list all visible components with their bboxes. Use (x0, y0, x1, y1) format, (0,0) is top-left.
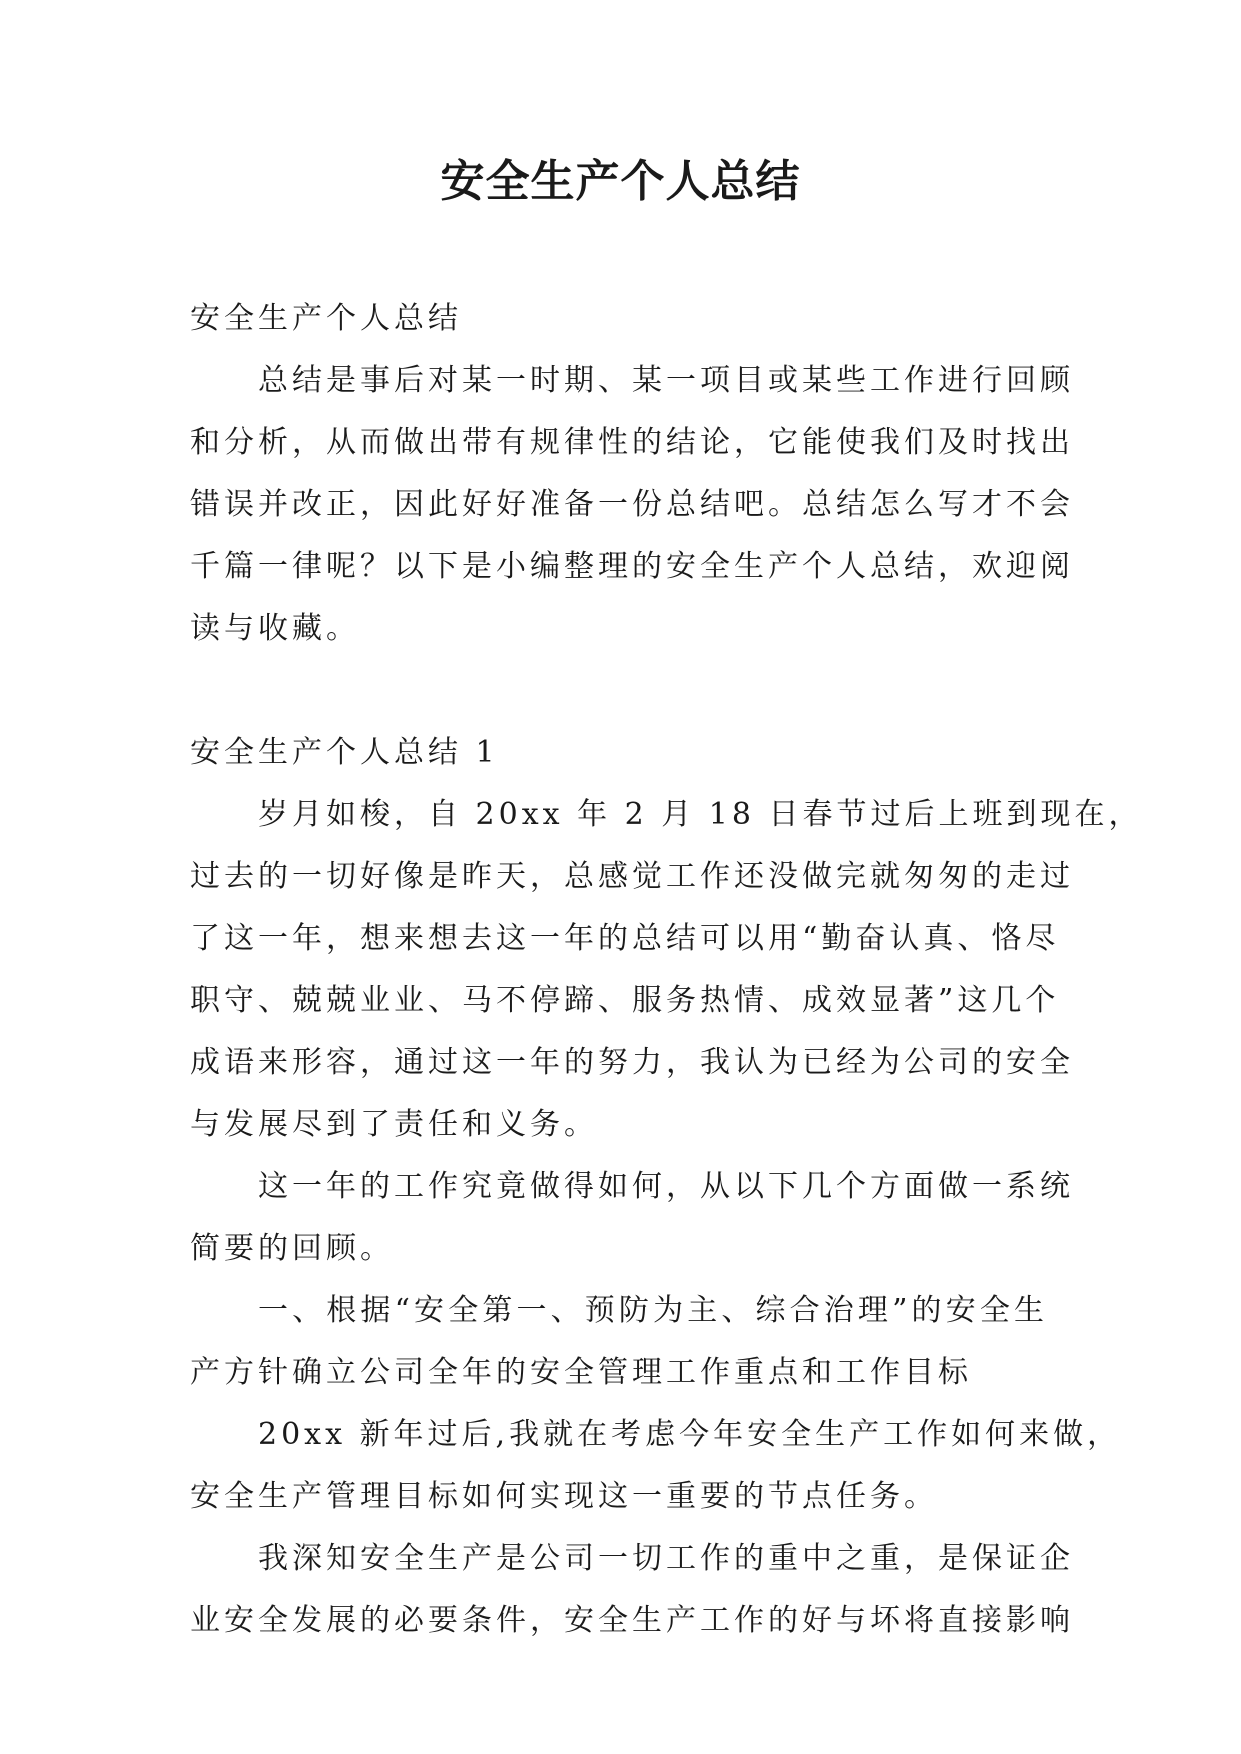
section-heading: 安全生产个人总结 1 (190, 735, 499, 770)
paragraph-spacer (190, 660, 1048, 722)
paragraph-line: 一、根据“安全第一、预防为主、综合治理”的安全生 (258, 1293, 1048, 1328)
paragraph-line: 错误并改正，因此好好准备一份总结吧。总结怎么写才不会 (190, 487, 1074, 522)
paragraph-4 (190, 1404, 1122, 1528)
paragraph-5 (190, 1528, 1074, 1652)
document-body (190, 288, 1143, 1652)
intro-paragraph (190, 350, 1074, 660)
paragraph-line: 成语来形容，通过这一年的努力，我认为已经为公司的安全 (190, 1045, 1074, 1080)
paragraph-1 (190, 784, 1143, 1156)
paragraph-2 (190, 1156, 1074, 1280)
paragraph-line: 我深知安全生产是公司一切工作的重中之重，是保证企 (258, 1541, 1074, 1576)
paragraph-line: 过去的一切好像是昨天，总感觉工作还没做完就匆匆的走过 (190, 859, 1074, 894)
paragraph-line: 和分析，从而做出带有规律性的结论，它能使我们及时找出 (190, 425, 1074, 460)
document-subtitle: 安全生产个人总结 (190, 301, 462, 336)
paragraph-line: 千篇一律呢？以下是小编整理的安全生产个人总结，欢迎阅 (190, 549, 1074, 584)
paragraph-line: 职守、兢兢业业、马不停蹄、服务热情、成效显著”这几个 (190, 983, 1060, 1018)
paragraph-line: 与发展尽到了责任和义务。 (190, 1107, 598, 1142)
paragraph-line: 20xx 新年过后,我就在考虑今年安全生产工作如何来做， (258, 1417, 1122, 1452)
paragraph-line: 了这一年，想来想去这一年的总结可以用“勤奋认真、恪尽 (190, 921, 1060, 956)
paragraph-line: 总结是事后对某一时期、某一项目或某些工作进行回顾 (258, 363, 1074, 398)
paragraph-line: 产方针确立公司全年的安全管理工作重点和工作目标 (190, 1355, 972, 1390)
paragraph-line: 岁月如梭，自 20xx 年 2 月 18 日春节过后上班到现在， (258, 797, 1143, 832)
paragraph-line: 业安全发展的必要条件，安全生产工作的好与坏将直接影响 (190, 1603, 1074, 1638)
paragraph-line: 这一年的工作究竟做得如何，从以下几个方面做一系统 (258, 1169, 1074, 1204)
paragraph-line: 读与收藏。 (190, 611, 360, 646)
paragraph-line: 简要的回顾。 (190, 1231, 394, 1266)
paragraph-line: 安全生产管理目标如何实现这一重要的节点任务。 (190, 1479, 938, 1514)
document-title: 安全生产个人总结 (440, 156, 801, 207)
paragraph-3 (190, 1280, 1048, 1404)
